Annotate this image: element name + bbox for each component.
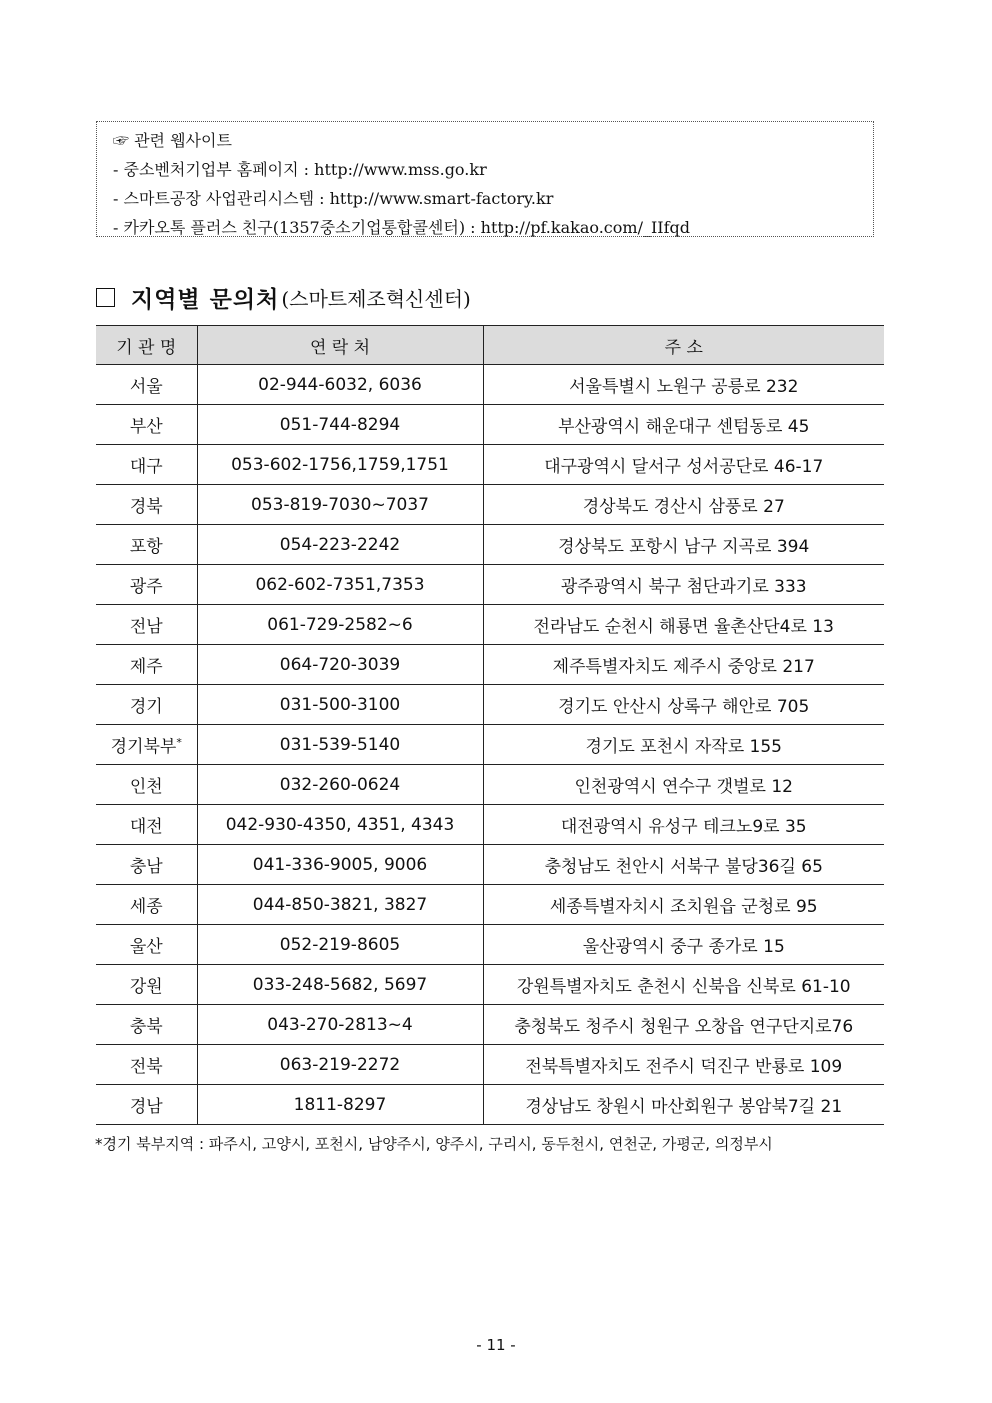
table-row	[96, 725, 884, 765]
cell-address: 서울특별시 노원구 공릉로 232	[483, 365, 884, 405]
cell-contact: 053-602-1756,1759,1751	[197, 445, 483, 485]
cell-org	[96, 445, 197, 485]
table-header-row	[96, 326, 884, 365]
section-title: 지역별 문의처	[131, 286, 280, 313]
footnote: *경기 북부지역 : 파주시, 고양시, 포천시, 남양주시, 양주시, 구리시, 동두천시, 연천군, 가평군, 의정부시	[95, 1135, 773, 1153]
org-name: 전남	[129, 617, 163, 637]
cell-address: 경상남도 창원시 마산회원구 봉암북7길 21	[483, 1085, 884, 1125]
table-row	[96, 685, 884, 725]
cell-org	[96, 965, 197, 1005]
cell-address: 충청남도 천안시 서북구 불당36길 65	[483, 845, 884, 885]
cell-org	[96, 725, 197, 765]
table-row	[96, 925, 884, 965]
table-row	[96, 1045, 884, 1085]
cell-org	[96, 1005, 197, 1045]
table-row	[96, 365, 884, 405]
table-row	[96, 1085, 884, 1125]
org-name: 경북	[129, 497, 163, 517]
header-contact: 연 락 처	[197, 326, 483, 365]
org-name: 세종	[129, 897, 163, 917]
cell-contact: 044-850-3821, 3827	[197, 885, 483, 925]
header-org: 기 관 명	[96, 326, 197, 365]
cell-contact: 032-260-0624	[197, 765, 483, 805]
cell-contact: 041-336-9005, 9006	[197, 845, 483, 885]
cell-address: 강원특별자치도 춘천시 신북읍 신북로 61-10	[483, 965, 884, 1005]
org-name: 강원	[129, 977, 163, 997]
cell-address: 제주특별자치도 제주시 중앙로 217	[483, 645, 884, 685]
cell-org	[96, 365, 197, 405]
cell-org	[96, 605, 197, 645]
table-row	[96, 805, 884, 845]
cell-org	[96, 845, 197, 885]
cell-org	[96, 485, 197, 525]
table-row	[96, 645, 884, 685]
org-name: 울산	[129, 937, 163, 957]
org-name: 충북	[129, 1017, 163, 1037]
cell-contact: 063-219-2272	[197, 1045, 483, 1085]
cell-org	[96, 565, 197, 605]
cell-address: 대전광역시 유성구 테크노9로 35	[483, 805, 884, 845]
org-name: 경남	[129, 1097, 163, 1117]
regional-contacts-table	[96, 325, 884, 1125]
cell-contact: 031-500-3100	[197, 685, 483, 725]
cell-address: 경상북도 경산시 삼풍로 27	[483, 485, 884, 525]
cell-contact: 062-602-7351,7353	[197, 565, 483, 605]
cell-address: 대구광역시 달서구 성서공단로 46-17	[483, 445, 884, 485]
table-row	[96, 445, 884, 485]
table-row	[96, 565, 884, 605]
table-row	[96, 405, 884, 445]
cell-address: 광주광역시 북구 첨단과기로 333	[483, 565, 884, 605]
org-name: 전북	[129, 1057, 163, 1077]
table-body	[96, 365, 884, 1125]
cell-address: 전라남도 순천시 해룡면 율촌산단4로 13	[483, 605, 884, 645]
checkbox-icon	[96, 288, 115, 307]
cell-org	[96, 1045, 197, 1085]
cell-address: 경기도 안산시 상록구 해안로 705	[483, 685, 884, 725]
cell-org	[96, 405, 197, 445]
cell-address: 충청북도 청주시 청원구 오창읍 연구단지로76	[483, 1005, 884, 1045]
cell-contact: 064-720-3039	[197, 645, 483, 685]
org-name: 인천	[129, 777, 163, 797]
cell-org	[96, 1085, 197, 1125]
table-row	[96, 605, 884, 645]
table-row	[96, 765, 884, 805]
table-row	[96, 965, 884, 1005]
table-row	[96, 485, 884, 525]
cell-address: 전북특별자치도 전주시 덕진구 반룡로 109	[483, 1045, 884, 1085]
section-heading	[96, 282, 471, 312]
cell-address: 울산광역시 중구 종가로 15	[483, 925, 884, 965]
org-name: 광주	[129, 577, 163, 597]
header-address: 주 소	[483, 326, 884, 365]
related-websites-box	[96, 121, 874, 237]
org-name: 대구	[129, 457, 163, 477]
org-name: 경기	[129, 697, 163, 717]
cell-contact: 054-223-2242	[197, 525, 483, 565]
cell-contact: 043-270-2813~4	[197, 1005, 483, 1045]
section-subtitle: (스마트제조혁신센터)	[281, 286, 471, 311]
cell-contact: 1811-8297	[197, 1085, 483, 1125]
cell-org	[96, 685, 197, 725]
org-name: 제주	[129, 657, 163, 677]
org-name: 포항	[129, 537, 163, 557]
cell-address: 경기도 포천시 자작로 155	[483, 725, 884, 765]
cell-address: 부산광역시 해운대구 센텀동로 45	[483, 405, 884, 445]
org-name: 대전	[129, 817, 163, 837]
cell-contact: 061-729-2582~6	[197, 605, 483, 645]
cell-contact: 031-539-5140	[197, 725, 483, 765]
org-name: 충남	[129, 857, 163, 877]
website-line-kakao: - 카카오톡 플러스 친구(1357중소기업통합콜센터) : http://pf.kakao.com/_IIfqd	[113, 218, 691, 237]
cell-address: 세종특별자치시 조치원읍 군청로 95	[483, 885, 884, 925]
cell-contact: 02-944-6032, 6036	[197, 365, 483, 405]
org-name: 서울	[129, 377, 163, 397]
cell-org	[96, 765, 197, 805]
table-row	[96, 885, 884, 925]
table-row	[96, 525, 884, 565]
cell-contact: 053-819-7030~7037	[197, 485, 483, 525]
cell-contact: 042-930-4350, 4351, 4343	[197, 805, 483, 845]
cell-contact: 052-219-8605	[197, 925, 483, 965]
footnote-marker: *	[176, 736, 182, 749]
cell-org	[96, 645, 197, 685]
cell-contact: 051-744-8294	[197, 405, 483, 445]
org-name: 경기북부	[110, 737, 177, 757]
cell-org	[96, 925, 197, 965]
table-row	[96, 1005, 884, 1045]
cell-org	[96, 525, 197, 565]
cell-address: 인천광역시 연수구 갯벌로 12	[483, 765, 884, 805]
page-number: - 11 -	[476, 1336, 516, 1354]
website-line-mss: - 중소벤처기업부 홈페이지 : http://www.mss.go.kr	[113, 160, 487, 179]
cell-contact: 033-248-5682, 5697	[197, 965, 483, 1005]
related-websites-heading: ☞ 관련 웹사이트	[113, 131, 232, 150]
table-row	[96, 845, 884, 885]
cell-org	[96, 805, 197, 845]
org-name: 부산	[129, 417, 163, 437]
cell-address: 경상북도 포항시 남구 지곡로 394	[483, 525, 884, 565]
cell-org	[96, 885, 197, 925]
website-line-smart-factory: - 스마트공장 사업관리시스템 : http://www.smart-factory.kr	[113, 189, 554, 208]
